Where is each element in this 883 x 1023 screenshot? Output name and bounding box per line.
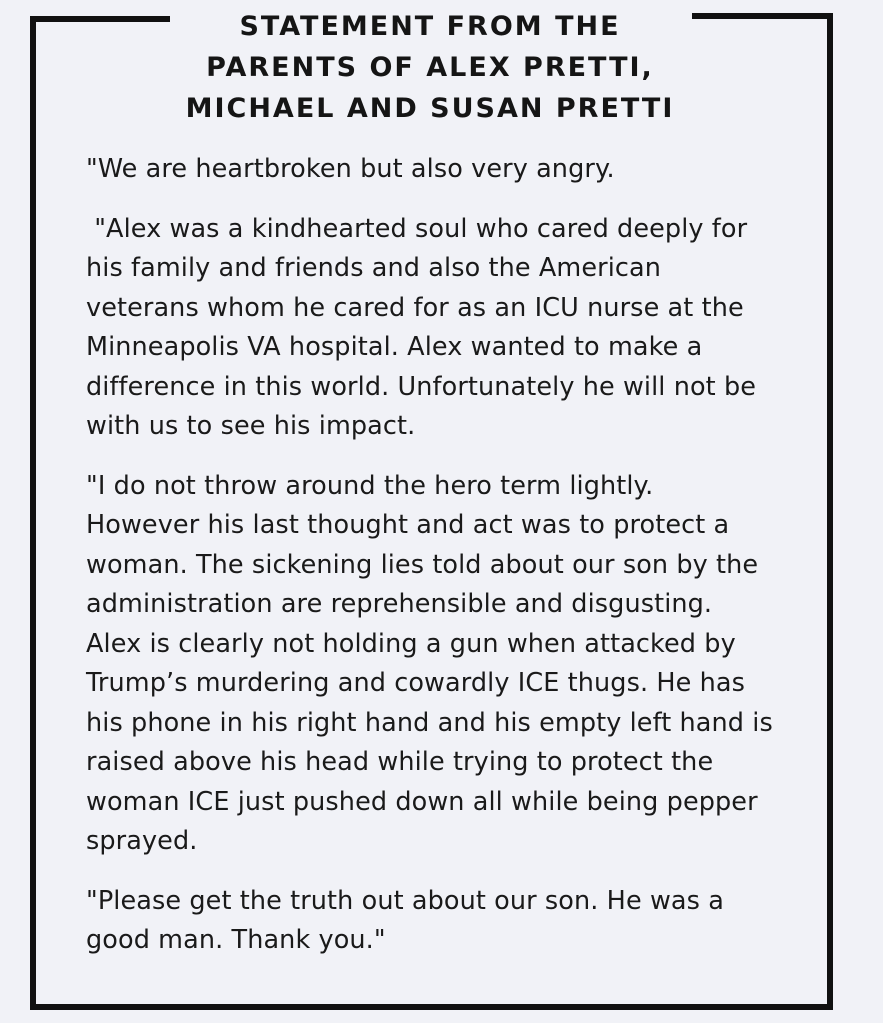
text-line: difference in this world. Unfortunately he will not be <box>86 371 757 402</box>
heading-line: PARENTS OF ALEX PRETTI, <box>206 52 654 83</box>
text-line: administration are reprehensible and disgusting. <box>86 589 713 619</box>
text-line: sprayed. <box>86 826 198 856</box>
frame-left-line <box>30 16 36 1010</box>
text-line: with us to see his impact. <box>86 411 416 441</box>
text-line: raised above his head while trying to protect the <box>86 747 714 777</box>
text-line: good man. Thank you." <box>86 925 386 955</box>
paragraph-truth <box>86 882 806 961</box>
text-line: his family and friends and also the American <box>86 253 661 283</box>
statement-heading <box>150 6 710 129</box>
text-line: "Please get the truth out about our son. He was a <box>86 885 724 916</box>
text-line: "Alex was a kindhearted soul who cared deeply for <box>86 213 748 244</box>
text-line: woman. The sickening lies told about our son by the <box>86 549 759 580</box>
text-line: Minneapolis VA hospital. Alex wanted to make a <box>86 332 703 362</box>
heading-line: MICHAEL AND SUSAN PRETTI <box>185 93 675 124</box>
text-line: veterans whom he cared for as an ICU nurse at the <box>86 292 744 323</box>
heading-line: STATEMENT FROM THE <box>239 11 621 42</box>
text-line: his phone in his right hand and his empty left hand is <box>86 707 773 738</box>
text-line: However his last thought and act was to protect a <box>86 510 730 540</box>
statement-body <box>86 150 806 961</box>
frame-top-left-line <box>30 16 170 22</box>
frame-bottom-line <box>30 1004 833 1010</box>
text-line: "I do not throw around the hero term lightly. <box>86 470 654 501</box>
text-line: Trump’s murdering and cowardly ICE thugs. He has <box>86 668 746 698</box>
frame-right-line <box>827 13 833 1010</box>
text-line: "We are heartbroken but also very angry. <box>86 154 615 184</box>
frame-top-right-line <box>692 13 833 19</box>
text-line: Alex is clearly not holding a gun when attacked by <box>86 628 736 659</box>
paragraph-kindhearted <box>86 210 806 447</box>
paragraph-hero <box>86 467 806 862</box>
paragraph-heartbroken <box>86 150 806 190</box>
text-line: woman ICE just pushed down all while being pepper <box>86 786 758 817</box>
